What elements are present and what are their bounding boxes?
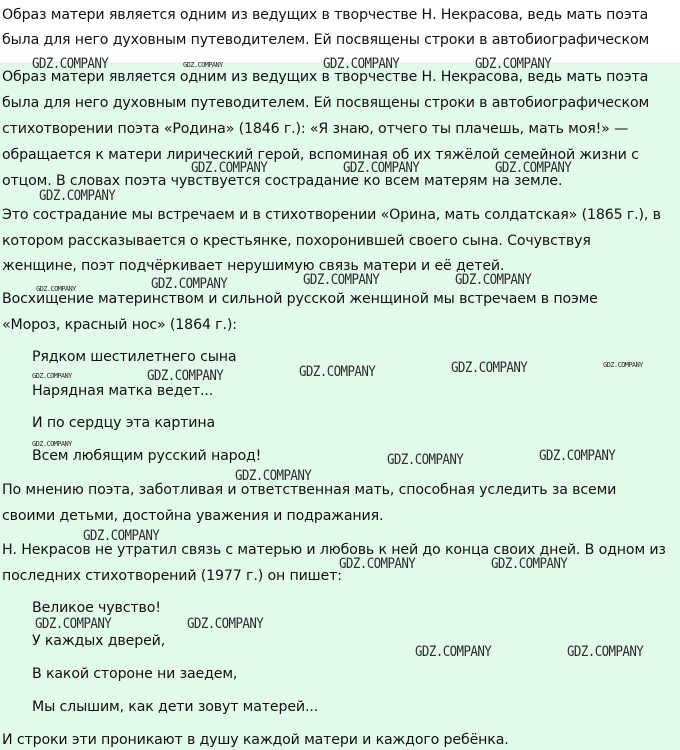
paragraph-4-line: По мнению поэта, заботливая и ответственная мать, способная уследить за всеми — [2, 482, 617, 498]
watermark: GDZ.COMPANY — [451, 358, 528, 376]
watermark: GDZ.COMPANY — [299, 362, 376, 380]
paragraph-3-line: Восхищение материнством и сильной русской женщиной мы встречаем в поэме — [2, 291, 598, 307]
paragraph-6-line: И строки эти проникают в душу каждой матери и каждого ребёнка. — [2, 732, 509, 748]
watermark: GDZ.COMPANY — [151, 274, 228, 292]
watermark: GDZ.COMPANY — [235, 466, 312, 484]
watermark: GDZ.COMPANY — [339, 554, 416, 572]
watermark: GDZ.COMPANY — [491, 554, 568, 572]
paragraph-2-line: женщине, поэт подчёркивает нерушимую связь матери и её детей. — [2, 258, 505, 274]
paragraph-1-line: стихотворении поэта «Родина» (1846 г.): «Я знаю, отчего ты плачешь, мать моя!» — — [2, 121, 629, 137]
paragraph-1-line: обращается к матери лирический герой, вспоминая об их тяжёлой семейной жизни с — [2, 147, 639, 163]
paragraph-1-line: отцом. В словах поэта чувствуется сострадание ко всем матерям на земле. — [2, 173, 563, 189]
watermark: GDZ.COMPANY — [187, 614, 264, 632]
poem-2-line: Мы слышим, как дети зовут матерей... — [32, 699, 319, 715]
watermark: GDZ.COMPANY — [387, 450, 464, 468]
paragraph-5-line: Н. Некрасов не утратил связь с матерью и любовь к ней до конца своих дней. В одном из — [2, 542, 666, 558]
paragraph-2-line: Это сострадание мы встречаем и в стихотворении «Орина, мать солдатская» (1865 г.), в — [2, 207, 661, 223]
watermark: GDZ.COMPANY — [343, 158, 420, 176]
watermark: GDZ.COMPANY — [475, 54, 552, 72]
watermark: GDZ.COMPANY — [603, 361, 643, 369]
watermark: GDZ.COMPANY — [147, 366, 224, 384]
paragraph-5-line: последних стихотворений (1977 г.) он пишет: — [2, 568, 342, 584]
paragraph-1-line: была для него духовным путеводителем. Ей посвящены строки в автобиографическом — [2, 95, 650, 111]
watermark: GDZ.COMPANY — [32, 440, 72, 448]
watermark: GDZ.COMPANY — [35, 614, 112, 632]
poem-2-line: У каждых дверей, — [32, 633, 166, 649]
top-fragment — [0, 0, 680, 62]
poem-1-line: И по сердцу эта картина — [32, 415, 216, 431]
watermark: GDZ.COMPANY — [191, 158, 268, 176]
paragraph-4-line: своими детьми, достойна уважения и подражания. — [2, 508, 384, 524]
watermark: GDZ.COMPANY — [183, 61, 223, 69]
poem-1-line: Нарядная матка ведет... — [32, 383, 214, 399]
watermark: GDZ.COMPANY — [32, 54, 109, 72]
watermark: GDZ.COMPANY — [323, 54, 400, 72]
poem-1-line: Всем любящим русский народ! — [32, 448, 262, 464]
watermark: GDZ.COMPANY — [567, 642, 644, 660]
watermark: GDZ.COMPANY — [539, 446, 616, 464]
poem-2-line: Великое чувство! — [32, 600, 161, 616]
poem-2-line: В какой стороне ни заедем, — [32, 666, 238, 682]
watermark: GDZ.COMPANY — [455, 270, 532, 288]
paragraph-3-line: «Мороз, красный нос» (1864 г.): — [2, 317, 237, 333]
watermark: GDZ.COMPANY — [36, 285, 76, 293]
paragraph-1-line: Образ матери является одним из ведущих в творчестве Н. Некрасова, ведь мать поэта — [2, 69, 649, 85]
paragraph-2-line: котором рассказывается о крестьянке, похоронившей своего сына. Сочувствуя — [2, 233, 591, 249]
watermark: GDZ.COMPANY — [303, 270, 380, 288]
watermark: GDZ.COMPANY — [495, 158, 572, 176]
watermark: GDZ.COMPANY — [32, 372, 72, 380]
fragment-line: Образ матери является одним из ведущих в творчестве Н. Некрасова, ведь мать поэта — [2, 7, 649, 23]
watermark: GDZ.COMPANY — [83, 526, 160, 544]
poem-1-line: Рядком шестилетнего сына — [32, 349, 237, 365]
fragment-line: была для него духовным путеводителем. Ей посвящены строки в автобиографическом — [2, 32, 650, 48]
watermark: GDZ.COMPANY — [415, 642, 492, 660]
watermark: GDZ.COMPANY — [39, 186, 116, 204]
